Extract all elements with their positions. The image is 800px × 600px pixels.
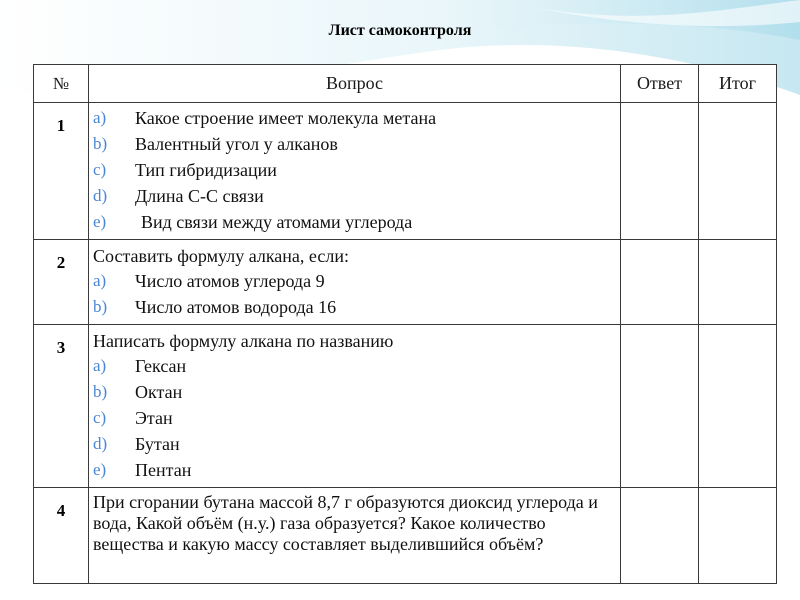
question-text: Написать формулу алкана по названию: [93, 331, 394, 351]
list-item: [93, 379, 616, 405]
list-item: [93, 105, 616, 131]
option-marker: b): [93, 382, 108, 401]
option-text: Число атомов углерода 9: [135, 271, 325, 291]
option-text: Этан: [135, 408, 173, 428]
result-cell[interactable]: [699, 325, 777, 488]
option-text: Число атомов водорода 16: [135, 297, 337, 317]
answer-cell[interactable]: [621, 325, 699, 488]
result-cell[interactable]: [699, 240, 777, 325]
option-text: Вид связи между атомами углерода: [141, 212, 413, 232]
list-item: [93, 209, 616, 235]
answer-cell[interactable]: [621, 488, 699, 584]
option-marker: e): [93, 212, 107, 231]
option-marker: d): [93, 434, 108, 453]
option-marker: c): [93, 160, 107, 179]
option-list: [93, 353, 616, 483]
answer-cell[interactable]: [621, 103, 699, 240]
list-item: [93, 405, 616, 431]
header-result: Итог: [699, 65, 777, 103]
option-marker: b): [93, 297, 108, 316]
row-number: 1: [34, 103, 89, 240]
option-marker: e): [93, 460, 107, 479]
option-text: Валентный угол у алканов: [135, 134, 338, 154]
question-text: Составить формулу алкана, если:: [93, 246, 349, 266]
table-row: [34, 240, 777, 325]
question-cell: [89, 240, 621, 325]
question-cell: [89, 103, 621, 240]
header-answer: Ответ: [621, 65, 699, 103]
self-check-table: [33, 64, 777, 584]
option-text: Гексан: [135, 356, 187, 376]
option-text: Пентан: [135, 460, 192, 480]
option-text: Тип гибридизации: [135, 160, 277, 180]
header-row: [34, 65, 777, 103]
list-item: [93, 431, 616, 457]
question-cell: [89, 325, 621, 488]
row-number: 4: [34, 488, 89, 584]
option-text: Октан: [135, 382, 183, 402]
list-item: [93, 294, 616, 320]
list-item: [93, 183, 616, 209]
option-marker: b): [93, 134, 108, 153]
list-item: [93, 353, 616, 379]
option-marker: a): [93, 356, 107, 375]
table-row: [34, 488, 777, 584]
option-text: Длина С-С связи: [135, 186, 264, 206]
option-marker: d): [93, 186, 108, 205]
option-marker: a): [93, 108, 107, 127]
option-text: Бутан: [135, 434, 180, 454]
header-question: Вопрос: [89, 65, 621, 103]
option-list: [93, 268, 616, 320]
row-number: 3: [34, 325, 89, 488]
question-cell: [89, 488, 621, 584]
question-text: При сгорании бутана массой 8,7 г образуются диоксид углерода и вода, Какой объём (н.у.) газа образуется? Какое количество вещества и какую массу составляет выделившийся объём?: [93, 492, 598, 554]
result-cell[interactable]: [699, 103, 777, 240]
list-item: [93, 157, 616, 183]
answer-cell[interactable]: [621, 240, 699, 325]
option-marker: a): [93, 271, 107, 290]
table-row: [34, 103, 777, 240]
list-item: [93, 268, 616, 294]
option-marker: c): [93, 408, 107, 427]
row-number: 2: [34, 240, 89, 325]
header-number: №: [34, 65, 89, 103]
option-text: Какое строение имеет молекула метана: [135, 108, 437, 128]
list-item: [93, 457, 616, 483]
result-cell[interactable]: [699, 488, 777, 584]
list-item: [93, 131, 616, 157]
page-title: Лист самоконтроля: [328, 22, 472, 39]
option-list: [93, 105, 616, 235]
table-row: [34, 325, 777, 488]
